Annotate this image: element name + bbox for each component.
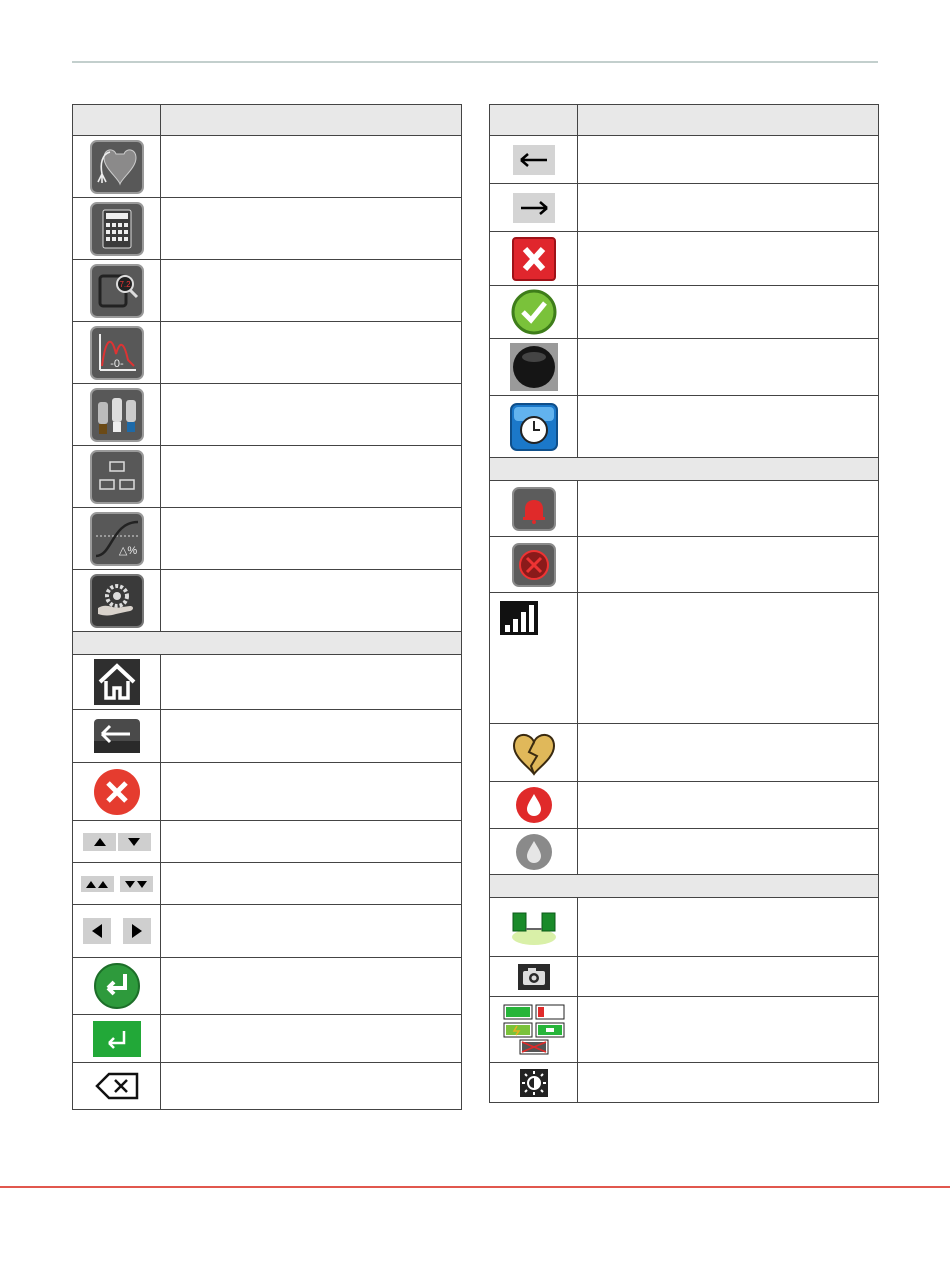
- description-column-header: [161, 105, 462, 136]
- cancel-circle-icon: [73, 763, 161, 821]
- table-row: [73, 198, 462, 260]
- description-column-header: [578, 105, 879, 136]
- description-cell: [578, 1063, 879, 1103]
- section-heading: [490, 875, 879, 898]
- description-cell: [578, 724, 879, 782]
- description-cell: [578, 232, 879, 286]
- description-cell: [578, 537, 879, 593]
- table-row: [490, 997, 879, 1063]
- table-row: [490, 481, 879, 537]
- table-row: [73, 821, 462, 863]
- table-row: [73, 1015, 462, 1063]
- table-row: [73, 260, 462, 322]
- table-row: [73, 446, 462, 508]
- snapshot-camera-icon: [490, 957, 578, 997]
- table-row: [73, 655, 462, 710]
- monitor-connection-icon: [490, 898, 578, 957]
- table-row: [490, 829, 879, 875]
- description-cell: [578, 286, 879, 339]
- table-row: [490, 537, 879, 593]
- description-cell: [578, 396, 879, 458]
- scroll-up-down-icon: [73, 821, 161, 863]
- table-row: [73, 763, 462, 821]
- table-row: [73, 322, 462, 384]
- section-heading: [490, 458, 879, 481]
- scroll-left-right-icon: [73, 905, 161, 958]
- table-row: [490, 184, 879, 232]
- event-review-magnifier-icon: [73, 260, 161, 322]
- return-arrow-icon: [73, 710, 161, 763]
- battery-status-icon: [490, 997, 578, 1063]
- table-header: [73, 105, 462, 136]
- symbol-column-header: [73, 105, 161, 136]
- left-arrow-icon: [490, 136, 578, 184]
- cancel-square-icon: [490, 232, 578, 286]
- table-row: [490, 1063, 879, 1103]
- description-cell: [578, 339, 879, 396]
- description-cell: [161, 1015, 462, 1063]
- alarm-bell-icon: [490, 481, 578, 537]
- table-row: [73, 863, 462, 905]
- table-row: [490, 593, 879, 724]
- table-row: [73, 958, 462, 1015]
- enter-circle-icon: [73, 958, 161, 1015]
- table-row: [73, 136, 462, 198]
- section-heading-row: [73, 632, 462, 655]
- zero-pressure-icon: [73, 322, 161, 384]
- description-cell: [578, 184, 879, 232]
- description-cell: [161, 905, 462, 958]
- gray-drop-icon: [490, 829, 578, 875]
- description-cell: [161, 322, 462, 384]
- description-cell: [161, 198, 462, 260]
- table-row: [490, 339, 879, 396]
- red-drop-icon: [490, 782, 578, 829]
- description-cell: [161, 863, 462, 905]
- description-cell: [578, 997, 879, 1063]
- left-icon-table: [72, 104, 462, 1110]
- description-cell: [161, 655, 462, 710]
- settings-gear-hand-icon: [73, 570, 161, 632]
- brightness-icon: [490, 1063, 578, 1103]
- section-heading-row: [490, 875, 879, 898]
- description-cell: [578, 593, 879, 724]
- description-cell: [578, 481, 879, 537]
- top-rule: [72, 61, 878, 63]
- table-row: [490, 957, 879, 997]
- symbol-column-header: [490, 105, 578, 136]
- table-row: [490, 232, 879, 286]
- section-heading: [73, 632, 462, 655]
- enter-key-icon: [73, 1015, 161, 1063]
- signal-strength-icon: [490, 593, 578, 724]
- table-row: [73, 1063, 462, 1110]
- svg-text:△%: △%: [118, 544, 137, 557]
- table-row: [73, 905, 462, 958]
- description-cell: [161, 958, 462, 1015]
- clinical-actions-heart-icon: [73, 136, 161, 198]
- table-row: [490, 286, 879, 339]
- description-cell: [161, 821, 462, 863]
- table-row: [490, 724, 879, 782]
- description-cell: [161, 1063, 462, 1110]
- right-icon-table: [489, 104, 879, 1103]
- bottom-rule: [0, 1186, 950, 1188]
- broken-heart-icon: [490, 724, 578, 782]
- description-cell: [161, 260, 462, 322]
- right-arrow-icon: [490, 184, 578, 232]
- fast-scroll-up-down-icon: [73, 863, 161, 905]
- sensor-cables-icon: [73, 384, 161, 446]
- table-row: [490, 136, 879, 184]
- description-cell: [161, 384, 462, 446]
- svg-text:7.2: 7.2: [118, 279, 131, 289]
- black-circle-button-icon: [490, 339, 578, 396]
- description-cell: [161, 508, 462, 570]
- trend-delta-percent-icon: [73, 508, 161, 570]
- table-row: [490, 782, 879, 829]
- calculator-icon: [73, 198, 161, 260]
- description-cell: [578, 957, 879, 997]
- silence-alarm-icon: [490, 537, 578, 593]
- table-header: [490, 105, 879, 136]
- description-cell: [161, 763, 462, 821]
- table-row: [73, 570, 462, 632]
- svg-text:-0-: -0-: [109, 357, 124, 370]
- description-cell: [161, 710, 462, 763]
- description-cell: [578, 136, 879, 184]
- table-row: [490, 898, 879, 957]
- backspace-delete-icon: [73, 1063, 161, 1110]
- description-cell: [578, 782, 879, 829]
- description-cell: [161, 570, 462, 632]
- table-row: [73, 710, 462, 763]
- home-icon: [73, 655, 161, 710]
- description-cell: [161, 446, 462, 508]
- table-row: [490, 396, 879, 458]
- confirm-check-icon: [490, 286, 578, 339]
- screen-layout-icon: [73, 446, 161, 508]
- table-row: [73, 384, 462, 446]
- clock-icon: [490, 396, 578, 458]
- section-heading-row: [490, 458, 879, 481]
- description-cell: [578, 829, 879, 875]
- table-row: [73, 508, 462, 570]
- description-cell: [161, 136, 462, 198]
- description-cell: [578, 898, 879, 957]
